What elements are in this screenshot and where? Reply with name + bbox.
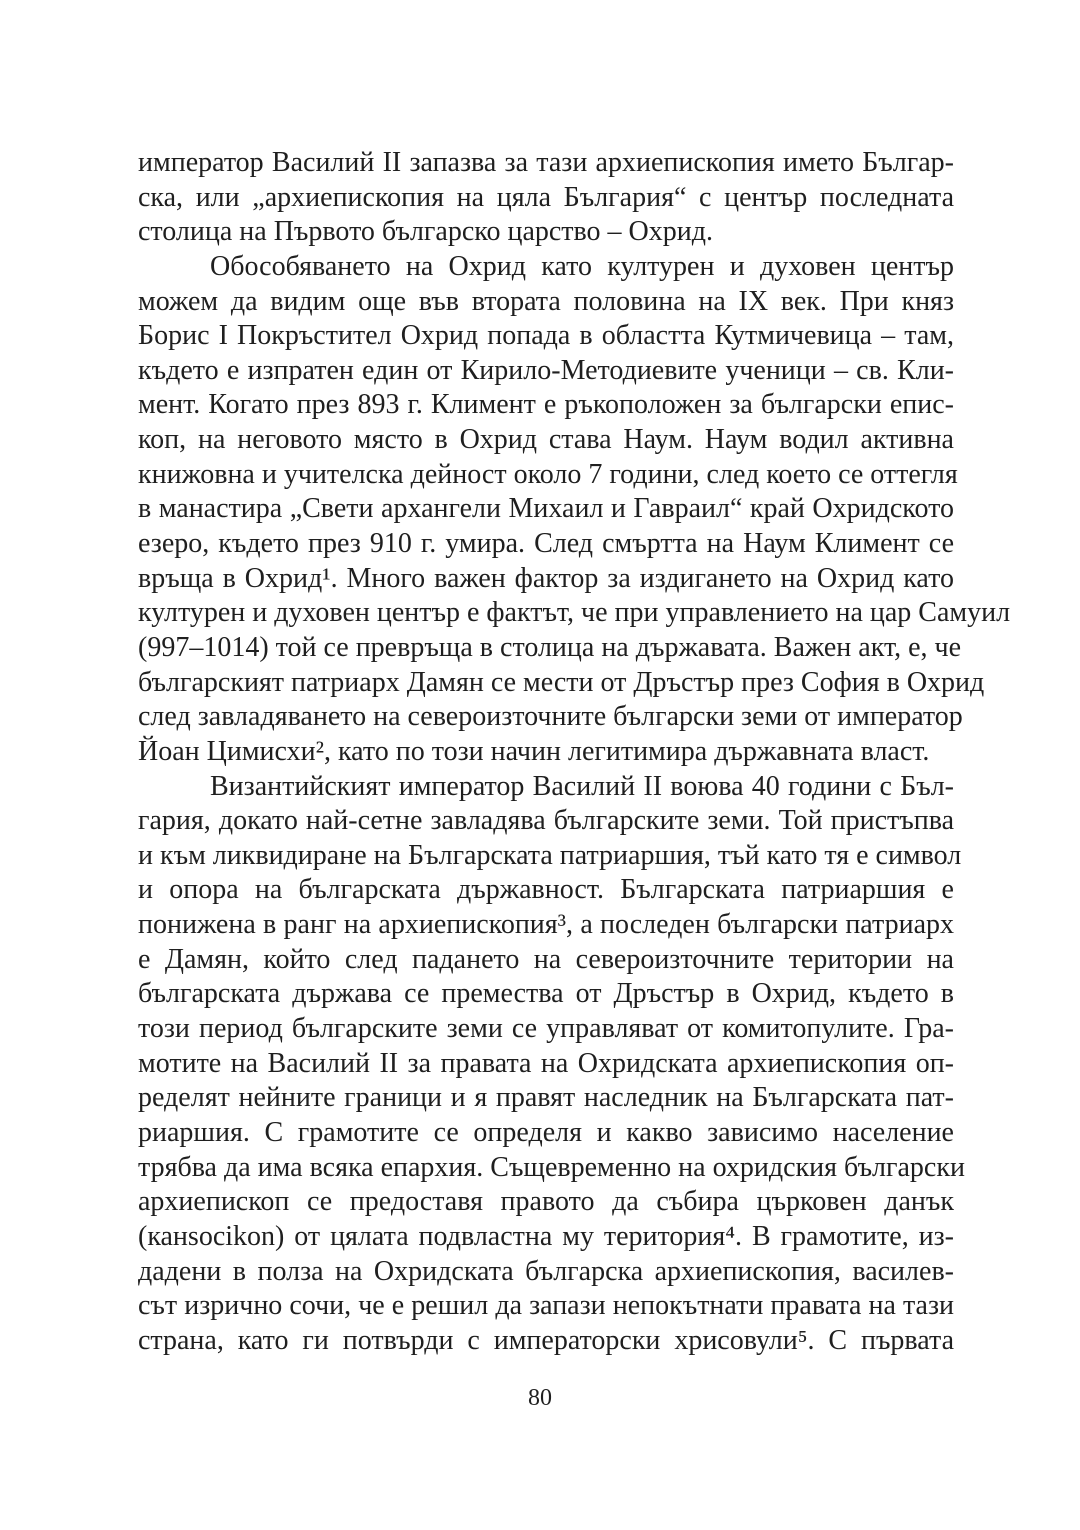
text-line: където е изпратен един от Кирило-Методиевите ученици – св. Кли-: [138, 354, 954, 386]
text-line: българската държава се премества от Дръстър в Охрид, където в: [138, 978, 954, 1010]
text-line: след завладяването на североизточните български земи от император: [138, 701, 963, 733]
paragraph-start-line: Обособяването на Охрид като културен и духовен център: [210, 250, 954, 282]
text-line: мотите на Василий II за правата на Охридската архиепископия оп-: [138, 1047, 954, 1079]
text-line: е Дамян, който след падането на североизточните територии на: [138, 943, 954, 975]
text-line: страна, като ги потвърди с императорски хрисовули⁵. С първата: [138, 1324, 954, 1356]
text-line: риаршия. С грамотите се определя и какво зависимо население: [138, 1116, 954, 1148]
text-line: културен и духовен център е фактът, че при управлението на цар Самуил: [138, 597, 1011, 629]
text-line: трябва да има всяка епархия. Същевременно на охридския български: [138, 1151, 965, 1183]
text-line: ределят нейните граници и я правят наследник на Българската пат-: [138, 1082, 954, 1114]
text-line: езеро, където през 910 г. умира. След смъртта на Наум Климент се: [138, 528, 954, 560]
text-line: император Василий II запазва за тази архиепископия името Българ-: [138, 147, 954, 178]
text-line: ска, или „архиепископия на цяла България“ с център последната: [138, 181, 954, 213]
text-line: книжовна и учителска дейност около 7 години, след което се оттегля: [138, 458, 958, 490]
page-number: 80: [528, 1385, 552, 1411]
text-line: връща в Охрид¹. Много важен фактор за издигането на Охрид като: [138, 562, 954, 594]
text-line: (канsocikon) от цялата подвластна му територия⁴. В грамотите, из-: [138, 1220, 954, 1252]
text-line: и към ликвидиране на Българската патриаршия, тъй като тя е символ: [138, 839, 962, 871]
text-line: този период българските земи се управляват от комитопулите. Гра-: [138, 1013, 954, 1045]
text-line: сът изрично сочи, че е решил да запази непокътнати правата на тази: [138, 1290, 954, 1322]
text-line: (997–1014) той се превръща в столица на държавата. Важен акт, е, че: [138, 631, 962, 663]
text-line: дадени в полза на Охридската българска архиепископия, василев-: [138, 1255, 954, 1287]
text-line: можем да видим още във втората половина на IX век. При княз: [138, 285, 954, 317]
text-line: и опора на българската държавност. Българската патриаршия е: [138, 874, 954, 906]
body-text: [138, 146, 1011, 1358]
text-line: мент. Когато през 893 г. Климент е ръкоположен за български епис-: [138, 389, 954, 421]
text-line: столица на Първото българско царство – Охрид.: [138, 216, 714, 248]
paragraph-start-line: Византийският император Василий II воюва 40 години с Бъл-: [210, 770, 954, 802]
text-line: в манастира „Свети архангели Михаил и Гавраил“ край Охридското: [138, 493, 954, 525]
text-line: понижена в ранг на архиепископия³, а последен български патриарх: [138, 909, 954, 941]
text-line: гария, докато най-сетне завладява българските земи. Той пристъпва: [138, 805, 954, 837]
text-line: българският патриарх Дамян се мести от Дръстър през София в Охрид: [138, 666, 985, 698]
text-line: архиепископ се предоставя правото да събира църковен данък: [138, 1186, 954, 1218]
text-line: Борис I Покръстител Охрид попада в областта Кутмичевица – там,: [138, 320, 954, 352]
text-line: Йоан Цимисхи², като по този начин легитимира държавната власт.: [138, 735, 930, 767]
text-line: коп, на неговото място в Охрид става Наум. Наум водил активна: [138, 424, 954, 456]
